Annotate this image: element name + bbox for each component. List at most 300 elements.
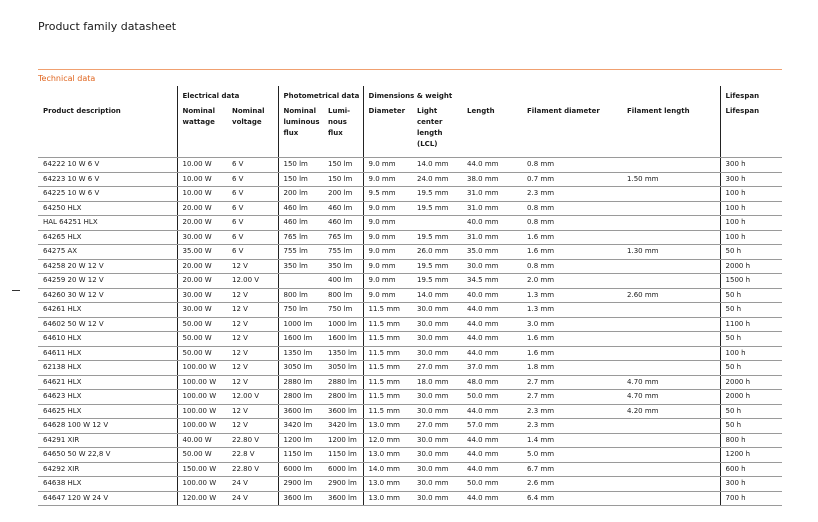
table-row (38, 375, 782, 390)
table-cell: 2.3 mm (522, 419, 622, 434)
table-cell: 30.0 mm (412, 477, 462, 492)
table-cell (622, 230, 720, 245)
table-cell: 700 h (720, 491, 782, 506)
table-cell: 300 h (720, 477, 782, 492)
table-row (38, 245, 782, 260)
table-cell: 11.5 mm (363, 375, 412, 390)
table-cell: 30.0 mm (412, 491, 462, 506)
table-cell: 11.5 mm (363, 317, 412, 332)
table-cell: 50.0 mm (462, 390, 522, 405)
table-cell: 200 lm (278, 187, 323, 202)
table-cell: 30.00 W (177, 303, 227, 318)
table-cell: 24.0 mm (412, 172, 462, 187)
table-cell: 35.0 mm (462, 245, 522, 260)
table-cell: 20.00 W (177, 259, 227, 274)
table-cell: 26.0 mm (412, 245, 462, 260)
table-cell: 2.7 mm (522, 390, 622, 405)
table-cell: 100.00 W (177, 419, 227, 434)
table-cell: 14.0 mm (412, 288, 462, 303)
table-cell: HAL 64251 HLX (38, 216, 177, 231)
table-cell: 100 h (720, 187, 782, 202)
table-cell: 6 V (227, 245, 278, 260)
table-row (38, 433, 782, 448)
table-cell: 3600 lm (323, 404, 363, 419)
table-cell: 50 h (720, 419, 782, 434)
table-cell: 800 lm (278, 288, 323, 303)
table-cell: 30.0 mm (412, 332, 462, 347)
table-row (38, 332, 782, 347)
table-row (38, 259, 782, 274)
col-diameter: Diameter (363, 106, 412, 158)
table-cell: 2900 lm (323, 477, 363, 492)
table-row (38, 201, 782, 216)
table-cell (622, 274, 720, 289)
group-electrical: Electrical data (177, 86, 278, 106)
table-cell: 3420 lm (278, 419, 323, 434)
table-cell: 50 h (720, 245, 782, 260)
table-cell: 64261 HLX (38, 303, 177, 318)
table-cell: 64602 50 W 12 V (38, 317, 177, 332)
table-cell: 12 V (227, 346, 278, 361)
table-cell: 9.0 mm (363, 230, 412, 245)
table-cell: 12 V (227, 361, 278, 376)
table-cell: 0.8 mm (522, 201, 622, 216)
table-row (38, 317, 782, 332)
table-cell: 13.0 mm (363, 491, 412, 506)
table-cell: 1.30 mm (622, 245, 720, 260)
table-cell: 11.5 mm (363, 346, 412, 361)
section-title: Technical data (38, 74, 96, 83)
table-cell: 6.7 mm (522, 462, 622, 477)
table-cell (622, 216, 720, 231)
table-cell: 30.0 mm (412, 448, 462, 463)
table-cell: 2800 lm (323, 390, 363, 405)
table-cell: 44.0 mm (462, 158, 522, 173)
table-cell: 1200 lm (278, 433, 323, 448)
table-cell: 9.5 mm (363, 187, 412, 202)
table-cell: 64222 10 W 6 V (38, 158, 177, 173)
table-cell: 64638 HLX (38, 477, 177, 492)
table-cell: 150 lm (323, 158, 363, 173)
table-cell (622, 201, 720, 216)
table-cell: 460 lm (278, 201, 323, 216)
table-cell: 30.0 mm (412, 390, 462, 405)
table-cell: 40.0 mm (462, 216, 522, 231)
table-cell: 300 h (720, 172, 782, 187)
table-cell: 2.6 mm (522, 477, 622, 492)
table-cell: 460 lm (278, 216, 323, 231)
table-cell: 12 V (227, 332, 278, 347)
table-cell (622, 317, 720, 332)
table-cell: 30.00 W (177, 288, 227, 303)
table-cell: 750 lm (323, 303, 363, 318)
table-cell: 22.80 V (227, 462, 278, 477)
table-cell: 120.00 W (177, 491, 227, 506)
table-cell: 200 lm (323, 187, 363, 202)
table-row (38, 230, 782, 245)
table-cell: 2.7 mm (522, 375, 622, 390)
table-cell: 30.0 mm (412, 462, 462, 477)
col-product-description: Product description (38, 106, 177, 158)
table-cell: 64258 20 W 12 V (38, 259, 177, 274)
table-cell: 20.00 W (177, 201, 227, 216)
table-row (38, 491, 782, 506)
table-cell (622, 361, 720, 376)
table-cell: 44.0 mm (462, 491, 522, 506)
table-cell: 2.3 mm (522, 187, 622, 202)
table-cell: 50.0 mm (462, 477, 522, 492)
table-cell: 13.0 mm (363, 419, 412, 434)
table-cell: 4.70 mm (622, 390, 720, 405)
table-cell: 30.0 mm (412, 433, 462, 448)
table-cell: 765 lm (278, 230, 323, 245)
table-cell: 12 V (227, 404, 278, 419)
table-cell (412, 216, 462, 231)
table-cell (622, 419, 720, 434)
table-cell: 19.5 mm (412, 259, 462, 274)
table-cell: 755 lm (323, 245, 363, 260)
table-cell: 30.0 mm (462, 259, 522, 274)
table-cell: 6 V (227, 216, 278, 231)
table-cell: 50.00 W (177, 317, 227, 332)
table-cell: 64610 HLX (38, 332, 177, 347)
table-cell: 100.00 W (177, 390, 227, 405)
table-cell (622, 477, 720, 492)
margin-mark (12, 290, 20, 291)
table-cell: 27.0 mm (412, 419, 462, 434)
table-cell (622, 259, 720, 274)
table-row (38, 172, 782, 187)
group-dimensions: Dimensions & weight (363, 86, 720, 106)
table-cell: 31.0 mm (462, 201, 522, 216)
table-cell: 13.0 mm (363, 477, 412, 492)
table-cell: 38.0 mm (462, 172, 522, 187)
column-header-row (38, 106, 782, 158)
table-cell: 9.0 mm (363, 216, 412, 231)
table-row (38, 419, 782, 434)
table-cell: 2.0 mm (522, 274, 622, 289)
table-cell: 11.5 mm (363, 303, 412, 318)
table-cell: 14.0 mm (412, 158, 462, 173)
table-cell: 100.00 W (177, 375, 227, 390)
table-cell: 40.00 W (177, 433, 227, 448)
table-cell: 6 V (227, 172, 278, 187)
table-cell: 50.00 W (177, 448, 227, 463)
table-cell: 350 lm (278, 259, 323, 274)
col-length: Length (462, 106, 522, 158)
table-row (38, 462, 782, 477)
table-cell: 64291 XIR (38, 433, 177, 448)
table-cell: 9.0 mm (363, 259, 412, 274)
table-row (38, 303, 782, 318)
table-row (38, 274, 782, 289)
table-cell: 27.0 mm (412, 361, 462, 376)
table-cell: 12 V (227, 375, 278, 390)
table-cell: 600 h (720, 462, 782, 477)
table-cell: 800 lm (323, 288, 363, 303)
table-cell: 22.8 V (227, 448, 278, 463)
table-cell: 6 V (227, 187, 278, 202)
table-cell: 64265 HLX (38, 230, 177, 245)
table-cell: 34.5 mm (462, 274, 522, 289)
table-cell: 19.5 mm (412, 201, 462, 216)
table-cell: 2000 h (720, 259, 782, 274)
document-title: Product family datasheet (38, 20, 177, 33)
table-cell: 1.4 mm (522, 433, 622, 448)
table-cell: 6 V (227, 201, 278, 216)
table-cell: 1.6 mm (522, 230, 622, 245)
table-cell: 1.6 mm (522, 346, 622, 361)
table-cell: 6000 lm (323, 462, 363, 477)
table-cell: 2000 h (720, 375, 782, 390)
table-cell: 5.0 mm (522, 448, 622, 463)
table-cell: 14.0 mm (363, 462, 412, 477)
table-cell: 1.6 mm (522, 332, 622, 347)
table-cell: 11.5 mm (363, 361, 412, 376)
group-header-row (38, 86, 782, 106)
table-cell: 755 lm (278, 245, 323, 260)
table-cell: 44.0 mm (462, 317, 522, 332)
table-cell: 50 h (720, 303, 782, 318)
table-cell: 44.0 mm (462, 433, 522, 448)
table-cell: 12 V (227, 288, 278, 303)
table-cell: 9.0 mm (363, 158, 412, 173)
table-cell: 3.0 mm (522, 317, 622, 332)
table-cell: 0.7 mm (522, 172, 622, 187)
table-cell: 10.00 W (177, 158, 227, 173)
table-cell (622, 332, 720, 347)
table-cell: 9.0 mm (363, 245, 412, 260)
table-cell: 2880 lm (278, 375, 323, 390)
table-cell: 1350 lm (323, 346, 363, 361)
table-cell: 11.5 mm (363, 404, 412, 419)
table-cell: 44.0 mm (462, 462, 522, 477)
table-cell: 64650 50 W 22,8 V (38, 448, 177, 463)
col-nominal-luminous-flux: Nominal luminous flux (278, 106, 323, 158)
table-cell: 2900 lm (278, 477, 323, 492)
table-cell: 2880 lm (323, 375, 363, 390)
table-cell: 35.00 W (177, 245, 227, 260)
table-body (38, 158, 782, 506)
col-filament-length: Filament length (622, 106, 720, 158)
table-cell: 12 V (227, 259, 278, 274)
table-cell (622, 158, 720, 173)
table-cell: 460 lm (323, 201, 363, 216)
table-cell: 50 h (720, 288, 782, 303)
table-cell: 64647 120 W 24 V (38, 491, 177, 506)
table-cell: 460 lm (323, 216, 363, 231)
col-luminous-flux: Lumi-nous flux (323, 106, 363, 158)
table-cell: 20.00 W (177, 216, 227, 231)
table-cell: 44.0 mm (462, 332, 522, 347)
table-cell: 64223 10 W 6 V (38, 172, 177, 187)
table-row (38, 361, 782, 376)
table-cell: 100 h (720, 346, 782, 361)
table-cell: 9.0 mm (363, 172, 412, 187)
table-cell: 2000 h (720, 390, 782, 405)
table-cell: 1.6 mm (522, 245, 622, 260)
table-cell: 1.8 mm (522, 361, 622, 376)
table-cell: 44.0 mm (462, 448, 522, 463)
table-cell: 300 h (720, 158, 782, 173)
table-cell: 57.0 mm (462, 419, 522, 434)
table-cell: 50 h (720, 361, 782, 376)
table-cell: 100 h (720, 201, 782, 216)
table-cell: 37.0 mm (462, 361, 522, 376)
table-row (38, 390, 782, 405)
table-cell (622, 303, 720, 318)
technical-data-table-wrapper (38, 86, 782, 506)
table-cell: 62138 HLX (38, 361, 177, 376)
table-cell: 19.5 mm (412, 230, 462, 245)
table-cell: 50.00 W (177, 332, 227, 347)
table-row (38, 477, 782, 492)
table-cell: 10.00 W (177, 172, 227, 187)
table-cell: 100.00 W (177, 477, 227, 492)
table-cell (622, 346, 720, 361)
table-cell: 100.00 W (177, 404, 227, 419)
table-cell: 24 V (227, 491, 278, 506)
table-cell: 3600 lm (323, 491, 363, 506)
table-cell: 100 h (720, 216, 782, 231)
table-cell (622, 448, 720, 463)
table-cell: 30.0 mm (412, 346, 462, 361)
table-cell (622, 433, 720, 448)
table-cell: 64628 100 W 12 V (38, 419, 177, 434)
table-cell: 6 V (227, 230, 278, 245)
table-cell: 12.0 mm (363, 433, 412, 448)
table-cell: 13.0 mm (363, 448, 412, 463)
table-cell: 150.00 W (177, 462, 227, 477)
table-cell: 2.3 mm (522, 404, 622, 419)
table-cell: 1600 lm (323, 332, 363, 347)
table-cell: 1.3 mm (522, 288, 622, 303)
table-cell: 765 lm (323, 230, 363, 245)
col-filament-diameter: Filament diameter (522, 106, 622, 158)
table-cell: 750 lm (278, 303, 323, 318)
table-cell: 150 lm (278, 172, 323, 187)
table-cell: 64225 10 W 6 V (38, 187, 177, 202)
table-cell: 100 h (720, 230, 782, 245)
table-cell: 800 h (720, 433, 782, 448)
col-lifespan: Lifespan (720, 106, 782, 158)
table-cell: 64275 AX (38, 245, 177, 260)
table-cell: 2.60 mm (622, 288, 720, 303)
col-nominal-wattage: Nominal wattage (177, 106, 227, 158)
table-cell: 44.0 mm (462, 404, 522, 419)
table-cell: 6.4 mm (522, 491, 622, 506)
table-cell: 350 lm (323, 259, 363, 274)
table-cell: 30.0 mm (412, 317, 462, 332)
table-cell: 64250 HLX (38, 201, 177, 216)
table-cell: 20.00 W (177, 274, 227, 289)
technical-data-table (38, 86, 782, 506)
table-cell (622, 462, 720, 477)
table-cell: 400 lm (323, 274, 363, 289)
table-row (38, 346, 782, 361)
table-cell: 3050 lm (278, 361, 323, 376)
table-cell: 22.80 V (227, 433, 278, 448)
col-light-center-length: Light center length (LCL) (412, 106, 462, 158)
table-cell: 44.0 mm (462, 346, 522, 361)
table-cell: 9.0 mm (363, 274, 412, 289)
table-cell: 3600 lm (278, 404, 323, 419)
table-cell: 44.0 mm (462, 303, 522, 318)
table-cell: 4.20 mm (622, 404, 720, 419)
col-nominal-voltage: Nominal voltage (227, 106, 278, 158)
table-cell: 50 h (720, 404, 782, 419)
table-row (38, 187, 782, 202)
table-cell: 1150 lm (278, 448, 323, 463)
group-photometrical: Photometrical data (278, 86, 363, 106)
table-cell: 31.0 mm (462, 187, 522, 202)
table-cell: 9.0 mm (363, 288, 412, 303)
table-cell: 31.0 mm (462, 230, 522, 245)
table-cell: 64259 20 W 12 V (38, 274, 177, 289)
table-cell: 12 V (227, 303, 278, 318)
table-cell: 64623 HLX (38, 390, 177, 405)
table-cell: 12.00 V (227, 390, 278, 405)
table-cell: 0.8 mm (522, 158, 622, 173)
table-cell: 4.70 mm (622, 375, 720, 390)
table-cell: 150 lm (323, 172, 363, 187)
table-cell: 6000 lm (278, 462, 323, 477)
table-cell: 12 V (227, 419, 278, 434)
table-cell: 11.5 mm (363, 332, 412, 347)
table-cell: 50.00 W (177, 346, 227, 361)
section-divider (38, 69, 782, 70)
table-cell: 150 lm (278, 158, 323, 173)
table-cell: 64611 HLX (38, 346, 177, 361)
table-cell: 50 h (720, 332, 782, 347)
table-cell: 30.00 W (177, 230, 227, 245)
table-cell: 9.0 mm (363, 201, 412, 216)
table-cell: 1000 lm (278, 317, 323, 332)
table-cell: 3600 lm (278, 491, 323, 506)
table-cell: 100.00 W (177, 361, 227, 376)
table-cell: 30.0 mm (412, 404, 462, 419)
table-cell: 12 V (227, 317, 278, 332)
table-cell: 30.0 mm (412, 303, 462, 318)
table-row (38, 216, 782, 231)
table-cell: 1.3 mm (522, 303, 622, 318)
table-cell: 64621 HLX (38, 375, 177, 390)
table-cell: 1600 lm (278, 332, 323, 347)
table-cell: 1100 h (720, 317, 782, 332)
table-cell: 1200 h (720, 448, 782, 463)
table-cell: 3050 lm (323, 361, 363, 376)
table-row (38, 448, 782, 463)
table-cell: 64260 30 W 12 V (38, 288, 177, 303)
table-cell: 6 V (227, 158, 278, 173)
table-row (38, 158, 782, 173)
table-cell (278, 274, 323, 289)
table-cell (622, 187, 720, 202)
table-cell (622, 491, 720, 506)
table-cell: 1500 h (720, 274, 782, 289)
table-cell: 3420 lm (323, 419, 363, 434)
table-cell: 64625 HLX (38, 404, 177, 419)
table-cell: 1150 lm (323, 448, 363, 463)
table-cell: 1350 lm (278, 346, 323, 361)
table-cell: 40.0 mm (462, 288, 522, 303)
table-cell: 10.00 W (177, 187, 227, 202)
table-cell: 0.8 mm (522, 216, 622, 231)
group-empty (38, 86, 177, 106)
table-cell: 19.5 mm (412, 274, 462, 289)
table-cell: 2800 lm (278, 390, 323, 405)
table-cell: 0.8 mm (522, 259, 622, 274)
